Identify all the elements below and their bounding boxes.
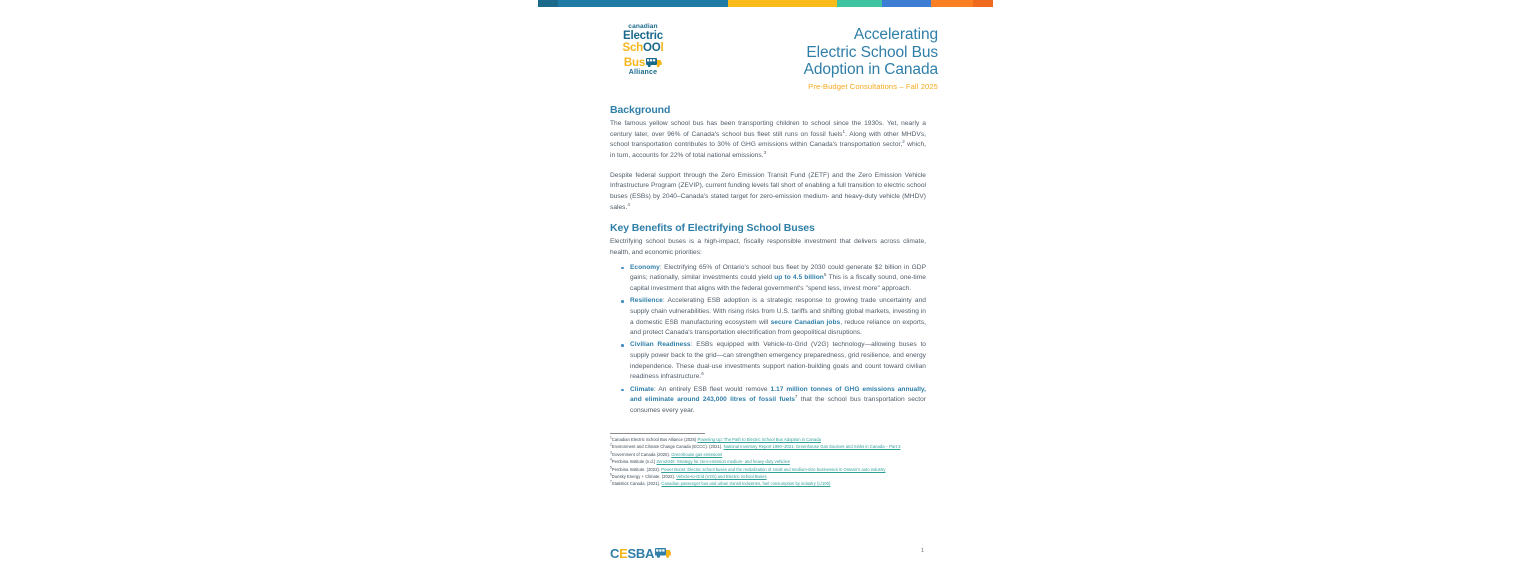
footnote-link[interactable]: Power Boost: Electric school buses and the revitalization of small and medium-size businesses in Ontario's auto industry	[661, 466, 886, 472]
cesba-logo-mark	[608, 24, 678, 76]
logo-line-bus-wrap	[608, 54, 678, 68]
footnote-item	[610, 436, 926, 443]
strip-segment-yellow	[728, 0, 837, 7]
bullet-lead-resilience: Resilience	[630, 297, 663, 305]
bullet-text-b-3: that the school bus transportation sector consumes every year.	[630, 396, 926, 414]
footnote-link[interactable]: Greenhouse gas emissions	[671, 451, 723, 457]
cesba-wordmark	[610, 547, 672, 560]
wordmark-a: A	[644, 546, 655, 561]
footnote-ref-6[interactable]: 6	[701, 371, 704, 377]
logo-line-school	[608, 43, 678, 55]
footnotes-list	[610, 436, 926, 488]
background-paragraph-1	[610, 119, 926, 162]
key-benefits-list	[610, 263, 926, 417]
wordmark-e: E	[619, 546, 628, 561]
footnote-number: 5	[610, 465, 612, 470]
bullet-text-b-0: This is a fiscally sound, one-time capital investment that aligns with the federal government's "spend less, invest more" approach.	[630, 274, 926, 293]
page-number: 1	[920, 548, 924, 554]
footnote-link[interactable]: National Inventory Report 1990–2021: Greenhouse Gas Sources and Sinks in Canada – Part 3	[723, 444, 901, 450]
school-bus-icon	[646, 56, 662, 72]
bg-p1-part-a: The famous yellow school bus has been transporting children to school since the 1930s. Yet, nearly a century later, over 96% of Canada's school bus fleet still runs on fossil fuels	[610, 120, 926, 138]
list-item	[630, 296, 926, 339]
page-subtitle: Pre-Budget Consultations – Fall 2025	[808, 81, 938, 91]
bullet-lead-economy: Economy	[630, 263, 660, 271]
document-title-block	[698, 26, 938, 91]
logo-school-post: l	[660, 41, 664, 54]
wordmark-b: B	[635, 546, 645, 561]
footnote-ref-5[interactable]: 5	[823, 272, 827, 278]
footnote-item	[610, 451, 926, 458]
bullet-strong-0: up to 4.5 billion	[774, 274, 824, 282]
footnote-divider	[610, 433, 705, 434]
footnote-number: 1	[610, 435, 612, 440]
bullet-text-a-0: : Electrifying 65% of Ontario's school bus fleet by 2030 could generate $2 billion in GDP gains; nationally, similar investments could yield	[630, 263, 926, 282]
footnote-source: Environment and Climate Change Canada (ECCC). (2021).	[611, 444, 724, 450]
bullet-text-a-1: : Accelerating ESB adoption is a strategic response to growing trade uncertainty and supply chain vulnerabilities. With rising risks from U.S. tariffs and shifting global markets, investing in a domestic ESB manufacturing ecosystem will	[630, 297, 926, 326]
page-title	[698, 26, 938, 79]
footnote-number: 2	[610, 442, 612, 447]
bullet-lead-civilian-readiness: Civilian Readiness	[630, 341, 691, 349]
footnote-ref-4[interactable]: 4	[627, 201, 630, 207]
footnote-number: 7	[610, 480, 612, 485]
footnote-item	[610, 480, 926, 487]
strip-segment-orange-dark	[973, 0, 993, 7]
title-line-2: Electric School Bus	[806, 43, 938, 61]
strip-segment-blue	[882, 0, 931, 7]
logo-school-pre: Sch	[622, 41, 643, 54]
footnote-link[interactable]: Zero2040: Strategy for zero-emission medium- and heavy-duty vehicles	[656, 459, 790, 465]
section-heading-key-benefits: Key Benefits of Electrifying School Buses	[610, 222, 815, 235]
wordmark-c: C	[610, 546, 620, 561]
footnote-link[interactable]: Powering Up: The Path to Electric School Bus Adoption in Canada	[697, 436, 821, 442]
bullet-text-a-3: : An entirely ESB fleet would remove	[653, 385, 771, 393]
footnote-ref-7[interactable]: 7	[794, 394, 798, 400]
footnote-link[interactable]: Canadian passenger bus and urban transit industries, fuel consumption by industry (L/100)	[661, 481, 831, 487]
footnote-source: Pembina Institute. (2022).	[611, 466, 662, 472]
bullet-lead-climate: Climate	[630, 385, 654, 393]
footnote-item	[610, 458, 926, 465]
list-item	[630, 385, 926, 417]
bullet-strong-1: secure Canadian jobs	[770, 318, 841, 326]
wordmark-s: S	[627, 546, 636, 561]
list-item	[630, 340, 926, 383]
document-header	[598, 10, 938, 96]
bg-p1-part-c: which, in turn, accounts for 22% of total national emissions.	[610, 141, 926, 160]
key-benefits-intro: Electrifying school buses is a high-impact, fiscally responsible investment that delivers across climate, health, and economic priorities:	[610, 238, 926, 257]
title-line-1: Accelerating	[853, 26, 938, 43]
footnote-item	[610, 466, 926, 473]
footnote-source: Statistics Canada. (2021).	[611, 481, 662, 487]
list-item	[630, 263, 926, 295]
bg-p1-part-b: . Along with other MHDVs, school transportation contributes to 30% of GHG emissions within Canada's transportation sector,	[610, 130, 926, 149]
footnote-source: Pembina Institute (n.d.)	[611, 459, 657, 465]
footnote-number: 6	[610, 472, 612, 477]
document-content	[598, 104, 938, 488]
document-page	[598, 10, 938, 582]
top-color-strip	[538, 0, 993, 7]
footnote-ref-3[interactable]: 3	[763, 149, 767, 155]
logo-line-electric: Electric	[623, 30, 663, 43]
strip-segment-green	[837, 0, 883, 7]
footnote-source: Canadian Electric School Bus Alliance (2025)	[611, 436, 698, 442]
footnote-item	[610, 443, 926, 450]
background-paragraph-2	[610, 171, 926, 214]
strip-segment-teal-dark	[538, 0, 558, 7]
school-bus-icon	[654, 546, 672, 561]
footnote-ref-2[interactable]: 2	[902, 139, 905, 145]
footnote-number: 3	[610, 450, 612, 455]
logo-line-bus: Bus	[623, 57, 646, 70]
logo-line-alliance: Alliance	[628, 69, 658, 77]
footnote-source: Dunsky Energy + Climate. (2022).	[611, 473, 677, 479]
footnote-ref-1[interactable]: 1	[842, 128, 846, 134]
bullet-strong-3: 1.17 million tonnes of GHG emissions annually, and eliminate around 243,000 litres of fossil fuels	[630, 385, 926, 404]
footnote-source: Government of Canada (2025).	[611, 451, 672, 457]
logo-line-canadian: canadian	[628, 23, 658, 30]
strip-segment-orange	[931, 0, 973, 7]
footnote-item	[610, 473, 926, 480]
footnote-link[interactable]: Vehicle-to-Grid (V2G) and Electric School Buses	[676, 473, 767, 479]
bullet-text-a-2: : ESBs equipped with Vehicle-to-Grid (V2G) technology—allowing buses to supply power back to the grid—can strengthen emergency preparedness, grid resilience, and energy independence. These dual-use investments support nation-building goals and count toward civilian readiness infrastructure.	[630, 341, 926, 381]
section-heading-background: Background	[610, 104, 671, 116]
strip-segment-teal	[558, 0, 728, 7]
footnote-number: 4	[610, 457, 612, 462]
title-line-3: Adoption in Canada	[803, 61, 938, 78]
bullet-text-b-1: , reduce reliance on exports, and protect Canada's transportation electrification from geopolitical disruptions.	[630, 318, 927, 337]
logo-school-oo: OO	[643, 41, 661, 54]
bg-p2-part-a: Despite federal support through the Zero Emission Transit Fund (ZETF) and the Zero Emission Vehicle Infrastructure Program (ZEVIP), current funding levels fall short of enabling a full transition to electric school buses (ESBs) by 2040–Canada's stated target for zero-emission medium- and heavy-duty vehicle (MHDV) sales.	[610, 171, 926, 211]
document-footer	[610, 542, 938, 560]
